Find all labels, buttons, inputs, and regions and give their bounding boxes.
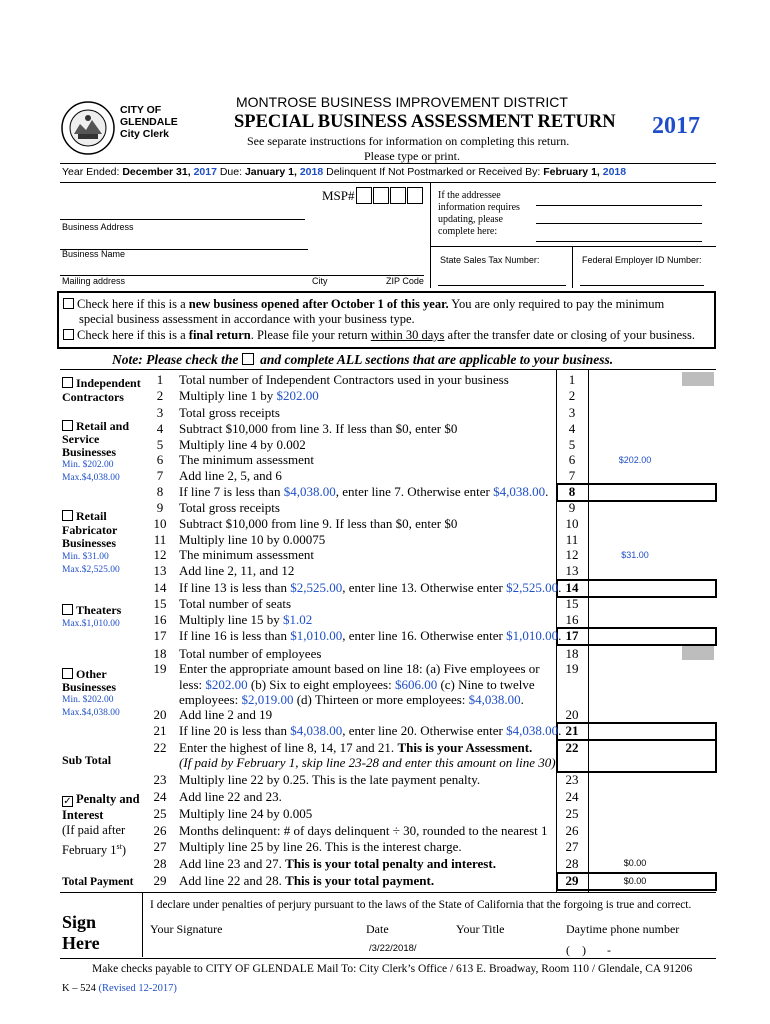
due-year: 2018 <box>299 166 324 178</box>
final-return-option[interactable] <box>63 328 695 343</box>
line-19-amount-4: $4,038.00 <box>468 692 521 707</box>
penalty-label-1: Penalty and <box>76 792 140 806</box>
line-box-number: 1 <box>568 372 576 387</box>
line-box-number: 9 <box>568 500 576 515</box>
line-number: 8 <box>156 484 164 499</box>
line-number: 9 <box>156 500 164 515</box>
line-21-text <box>179 723 561 739</box>
final-return-text-d: within 30 days <box>370 328 445 342</box>
line-number: 12 <box>153 547 167 562</box>
line-box-number: 27 <box>565 839 579 854</box>
line-14-amount-1: $2,525.00 <box>290 580 343 595</box>
retail-service-label-2: Service <box>62 432 100 446</box>
retail-service-label-1: Retail and <box>76 419 130 433</box>
line-number: 27 <box>153 839 167 854</box>
penalty-label-3: (If paid after <box>62 823 126 837</box>
payment-payee: CITY OF GLENDALE <box>205 963 314 975</box>
delinquent-value: February 1, <box>543 166 600 178</box>
title-field[interactable] <box>456 942 556 956</box>
line-box-number: 25 <box>565 806 579 821</box>
line-23-text: Multiply line 22 by 0.25. This is the late payment penalty. <box>179 772 481 787</box>
line-number: 21 <box>153 723 167 738</box>
line-number: 24 <box>153 789 167 804</box>
line-29-text <box>179 873 434 889</box>
line-6-text: The minimum assessment <box>179 452 315 467</box>
line-number: 10 <box>153 516 167 531</box>
line-17-text <box>179 628 561 644</box>
line-10-text: Subtract $10,000 from line 9. If less than $0, enter $0 <box>179 516 458 531</box>
line-3-text: Total gross receipts <box>179 405 280 420</box>
mailing-address-label: Mailing address <box>62 276 126 286</box>
line-2-text-a: Multiply line 1 by <box>179 388 277 403</box>
line-24-text: Add line 22 and 23. <box>179 789 282 804</box>
phone-field[interactable] <box>566 943 611 958</box>
line-box-number: 19 <box>565 661 579 676</box>
line-box-number: 5 <box>568 437 576 452</box>
line-19-text-3b: (d) Thirteen or more employees: <box>293 692 469 707</box>
line-6-value[interactable]: $202.00 <box>618 455 652 465</box>
update-field-3[interactable] <box>536 224 702 242</box>
issuer-line-1: CITY OF <box>120 104 162 116</box>
line-number: 20 <box>153 707 167 722</box>
line-28-text-a: Add line 23 and 27. <box>179 856 286 871</box>
shaded-cell-18 <box>682 646 714 660</box>
theaters-checkbox[interactable] <box>62 604 73 615</box>
line-16-text-a: Multiply line 15 by <box>179 612 283 627</box>
line-box-number: 12 <box>565 547 579 562</box>
line-number: 22 <box>153 740 167 755</box>
issuer-line-3: City Clerk <box>120 128 170 140</box>
retail-fabricator-label-2: Fabricator <box>62 522 118 537</box>
line-21-amount-1: $4,038.00 <box>290 723 343 738</box>
final-return-text-a: Check here if this is a <box>77 328 189 342</box>
line-14-amount-2: $2,525.00 <box>506 580 559 595</box>
delinquent-year: 2018 <box>602 166 627 178</box>
line-19-text-1: Enter the appropriate amount based on line 18: (a) Five employees or <box>179 661 540 676</box>
penalty-label-4: February 1 <box>62 842 117 857</box>
state-tax-label: State Sales Tax Number: <box>440 255 540 265</box>
line-box-number: 8 <box>568 484 576 499</box>
section-retail-fabricator <box>62 510 120 578</box>
form-title: SPECIAL BUSINESS ASSESSMENT RETURN <box>234 112 616 132</box>
line-number: 13 <box>153 563 167 578</box>
line-22-text <box>179 740 532 756</box>
form-code <box>62 983 177 994</box>
line-8-text <box>179 484 548 500</box>
retail-service-checkbox[interactable] <box>62 420 73 431</box>
federal-id-label: Federal Employer ID Number: <box>582 255 702 265</box>
sign-label-1: Sign <box>62 912 97 932</box>
line-22-note: (If paid by February 1, skip line 23-28 and enter this amount on line 30) <box>179 755 556 770</box>
line-8-text-a: If line 7 is less than <box>179 484 284 499</box>
year-ended-value: December 31, <box>122 166 191 178</box>
section-penalty <box>62 792 140 858</box>
section-independent <box>62 376 141 404</box>
line-25-text: Multiply line 24 by 0.005 <box>179 806 313 821</box>
line-box-number: 22 <box>565 740 579 755</box>
other-max: Max.$4,038.00 <box>62 708 120 718</box>
issuer-block <box>120 104 178 140</box>
line-19-amount-2: $606.00 <box>394 676 438 692</box>
line-number: 26 <box>153 823 167 838</box>
line-number: 5 <box>156 437 164 452</box>
delinquent-label: Delinquent If Not Postmarked or Received By: <box>326 166 541 178</box>
phone-dash: - <box>607 943 611 957</box>
line-number: 6 <box>156 452 164 467</box>
line-number: 23 <box>153 772 167 787</box>
line-17-text-b: , enter line 16. Otherwise enter <box>342 628 507 643</box>
theaters-label: Theaters <box>76 603 122 617</box>
line-box-number: 3 <box>568 405 576 420</box>
retail-fabricator-label-1: Retail <box>76 509 107 523</box>
payment-instructions-b: Mail To: City Clerk’s Office / 613 E. Broadway, Room 110 / Glendale, CA 91206 <box>313 963 693 975</box>
line-number: 4 <box>156 421 164 436</box>
form-code-text: K – 524 <box>62 983 99 994</box>
line-7-text: Add line 2, 5, and 6 <box>179 468 282 483</box>
subtotal-label: Sub Total <box>62 753 112 767</box>
title-label: Your Title <box>456 922 505 936</box>
retail-service-max: Max.$4,038.00 <box>62 473 120 483</box>
line-number: 19 <box>153 661 167 676</box>
new-business-text-b: new business opened after October 1 of this year. <box>188 297 449 311</box>
update-field-2[interactable] <box>536 206 702 224</box>
note-text-b: and complete ALL sections that are applicable to your business. <box>260 352 614 367</box>
payment-instructions-a: Make checks payable to <box>92 963 206 975</box>
line-19-text-2a: less: <box>179 676 206 692</box>
line-box-number: 24 <box>565 789 579 804</box>
declaration-text: I declare under penalties of perjury pursuant to the laws of the State of California that the forgoing is true and correct. <box>150 899 692 911</box>
city-seal <box>60 100 116 156</box>
payment-instructions <box>92 963 692 975</box>
year-ended-label: Year Ended: <box>62 166 120 178</box>
retail-service-min: Min. $202.00 <box>62 460 114 470</box>
update-note-line-3: updating, please <box>438 214 503 225</box>
line-box-number: 20 <box>565 707 579 722</box>
line-19-text <box>179 661 540 708</box>
line-number: 25 <box>153 806 167 821</box>
line-8-amount-2: $4,038.00 <box>493 484 546 499</box>
line-15-text: Total number of seats <box>179 596 292 611</box>
signature-field[interactable] <box>150 942 350 956</box>
instructions-line-1: See separate instructions for information on completing this return. <box>247 134 570 148</box>
final-return-checkbox[interactable] <box>63 329 74 340</box>
date-label: Date <box>366 922 389 936</box>
line-box-number: 10 <box>565 516 579 531</box>
form-year: 2017 <box>652 113 700 139</box>
business-name-label: Business Name <box>62 249 126 259</box>
line-19-amount-1: $202.00 <box>205 676 248 692</box>
phone-open: ( <box>566 943 570 957</box>
line-box-number: 21 <box>565 723 579 738</box>
due-value: January 1, <box>244 166 297 178</box>
sign-here <box>62 912 100 954</box>
update-field-1[interactable] <box>536 188 702 206</box>
line-number: 28 <box>153 856 167 871</box>
year-ended-year: 2017 <box>193 166 217 178</box>
line-box-number: 13 <box>565 563 579 578</box>
line-number: 7 <box>156 468 164 483</box>
line-number: 17 <box>153 628 167 643</box>
line-21-amount-2: $4,038.00 <box>506 723 559 738</box>
msp-label: MSP# <box>322 188 355 203</box>
line-17-amount-2: $1,010.00 <box>506 628 559 643</box>
line-box-number: 26 <box>565 823 579 838</box>
line-box-number: 2 <box>568 388 576 403</box>
line-16-amount: $1.02 <box>283 612 313 627</box>
new-business-checkbox[interactable] <box>63 298 74 309</box>
line-12-value[interactable]: $31.00 <box>621 550 649 560</box>
line-box-number: 11 <box>565 532 579 547</box>
line-22-text-a: Enter the highest of line 8, 14, 17 and 21. <box>179 740 398 755</box>
retail-fabricator-label-3: Businesses <box>62 536 117 550</box>
date-value-text: 3/22/2018 <box>371 943 414 954</box>
other-min: Min. $202.00 <box>62 695 114 705</box>
line-12-text: The minimum assessment <box>179 547 315 562</box>
line-26-text: Months delinquent: # of days delinquent ÷ 30, rounded to the nearest 1 <box>179 823 548 838</box>
line-16-text <box>179 612 312 628</box>
line-17-amount-1: $1,010.00 <box>290 628 343 643</box>
theaters-max: Max.$1,010.00 <box>62 619 120 629</box>
line-28-text-b: This is your total penalty and interest. <box>285 856 496 871</box>
line-2-amount: $202.00 <box>276 388 319 403</box>
line-28-text <box>179 856 496 872</box>
line-number: 2 <box>156 388 164 403</box>
federal-id-input[interactable] <box>580 268 704 286</box>
line-box-number: 17 <box>565 628 579 643</box>
note-checkbox-glyph <box>242 353 254 365</box>
line-number: 29 <box>153 873 167 888</box>
mailing-address-input[interactable] <box>60 258 424 276</box>
due-label: Due: <box>219 166 243 178</box>
line-box-number: 6 <box>568 452 576 467</box>
line-number: 11 <box>153 532 167 547</box>
line-13-text: Add line 2, 11, and 12 <box>179 563 295 578</box>
final-return-text-b: final return <box>188 328 251 342</box>
other-checkbox[interactable] <box>62 668 73 679</box>
zip-label: ZIP Code <box>386 276 424 286</box>
line-number: 15 <box>153 596 167 611</box>
independent-checkbox[interactable] <box>62 377 73 388</box>
final-return-text-e: after the transfer date or closing of your business. <box>444 328 696 342</box>
sign-label-2: Here <box>62 933 100 953</box>
instructions-line-2: Please type or print. <box>364 149 460 163</box>
date-value[interactable]: /3/22/2018/ <box>369 943 417 954</box>
update-note-line-4: complete here: <box>438 226 498 237</box>
line-box-number: 29 <box>565 873 579 888</box>
phone-close: ) <box>582 943 586 957</box>
new-business-option[interactable] <box>63 297 664 312</box>
line-14-text <box>179 580 561 596</box>
your-signature-label: Your Signature <box>150 922 223 936</box>
line-4-text: Subtract $10,000 from line 3. If less than $0, enter $0 <box>179 421 458 436</box>
line-8-text-c: . <box>545 484 549 499</box>
line-20-text: Add line 2 and 19 <box>179 707 273 722</box>
line-box-number: 16 <box>565 612 579 627</box>
line-21-text-b: , enter line 20. Otherwise enter <box>342 723 507 738</box>
new-business-text-c: You are only required to pay the minimum <box>448 297 665 311</box>
line-14-text-a: If line 13 is less than <box>179 580 291 595</box>
line-number: 3 <box>156 405 164 420</box>
line-19-text-3c: . <box>520 692 524 707</box>
line-17-text-a: If line 16 is less than <box>179 628 291 643</box>
note-line <box>112 352 613 368</box>
line-box-number: 14 <box>565 580 579 595</box>
line-11-text: Multiply line 10 by 0.00075 <box>179 532 326 547</box>
line-14-text-c: . <box>558 580 562 595</box>
section-theaters <box>62 603 121 631</box>
penalty-label-sup: st <box>116 841 122 851</box>
line-9-text: Total gross receipts <box>179 500 280 515</box>
line-box-number: 18 <box>565 646 579 661</box>
independent-label-1: Independent <box>76 376 141 390</box>
line-8-text-b: , enter line 7. Otherwise enter <box>335 484 494 499</box>
line-2-text <box>179 388 319 404</box>
line-14-text-b: , enter line 13. Otherwise enter <box>342 580 507 595</box>
retail-service-label-3: Businesses <box>62 445 117 459</box>
line-box-number: 15 <box>565 596 579 611</box>
line-28-value[interactable]: $0.00 <box>623 858 647 868</box>
update-note-line-2: information requires <box>438 202 520 213</box>
line-19-text-2b: (b) Six to eight employees: <box>247 676 395 692</box>
retail-fabricator-min: Min. $31.00 <box>62 551 109 562</box>
form-revision: (Revised 12-2017) <box>98 983 177 994</box>
issuer-line-2: GLENDALE <box>120 116 178 128</box>
line-27-text: Multiply line 25 by line 26. This is the interest charge. <box>179 839 462 854</box>
msp-boxes[interactable] <box>356 187 424 208</box>
retail-fabricator-max: Max.$2,525.00 <box>62 565 120 575</box>
line-box-number: 23 <box>565 772 579 787</box>
line-19-text-2c: (c) Nine to twelve <box>437 676 535 692</box>
business-address-label: Business Address <box>62 222 134 232</box>
line-29-value[interactable]: $0.00 <box>623 876 647 886</box>
penalty-checkbox[interactable] <box>62 796 73 807</box>
line-number: 18 <box>153 646 167 661</box>
penalty-label-5: ) <box>121 842 127 857</box>
line-box-number: 28 <box>565 856 579 871</box>
line-18-text: Total number of employees <box>179 646 322 661</box>
shaded-cell-1 <box>682 372 714 386</box>
line-29-text-b: This is your total payment. <box>285 873 435 888</box>
new-business-text-line-2: special business assessment in accordance with your business type. <box>79 312 415 326</box>
district-name: MONTROSE BUSINESS IMPROVEMENT DISTRICT <box>236 94 568 110</box>
line-21-text-a: If line 20 is less than <box>179 723 291 738</box>
penalty-label-2: Interest <box>62 807 104 822</box>
line-17-text-c: . <box>558 628 562 643</box>
other-label-1: Other <box>76 667 107 681</box>
section-other <box>62 668 120 720</box>
independent-label-2: Contractors <box>62 390 124 404</box>
total-payment-label: Total Payment <box>62 876 134 888</box>
business-name-field[interactable] <box>60 232 308 250</box>
state-tax-number-input[interactable] <box>438 268 566 286</box>
note-text-a: Note: Please check the <box>112 352 239 367</box>
line-8-amount-1: $4,038.00 <box>283 484 336 499</box>
business-address-input[interactable] <box>60 202 305 220</box>
line-number: 1 <box>156 372 164 387</box>
line-19-amount-3: $2,019.00 <box>241 692 294 707</box>
city-label: City <box>312 276 328 286</box>
other-label-2: Businesses <box>62 680 117 694</box>
section-retail-service <box>62 420 129 485</box>
line-number: 14 <box>153 580 167 595</box>
new-business-text-a: Check here if this is a <box>77 297 189 311</box>
final-return-text-c: . Please file your return <box>250 328 371 342</box>
line-number: 16 <box>153 612 167 627</box>
line-19-text-3a: employees: <box>179 692 242 707</box>
line-21-text-c: . <box>558 723 562 738</box>
line-29-text-a: Add line 22 and 28. <box>179 873 286 888</box>
phone-label: Daytime phone number <box>566 922 680 936</box>
line-box-number: 7 <box>568 468 576 483</box>
retail-fabricator-checkbox[interactable] <box>62 510 73 521</box>
due-dates-row <box>62 166 626 178</box>
line-22-text-b: This is your Assessment. <box>397 740 533 755</box>
update-note-line-1: If the addressee <box>438 190 501 201</box>
line-5-text: Multiply line 4 by 0.002 <box>179 437 306 452</box>
line-box-number: 4 <box>568 421 576 436</box>
update-note <box>438 190 520 238</box>
line-1-text: Total number of Independent Contractors used in your business <box>179 372 509 387</box>
